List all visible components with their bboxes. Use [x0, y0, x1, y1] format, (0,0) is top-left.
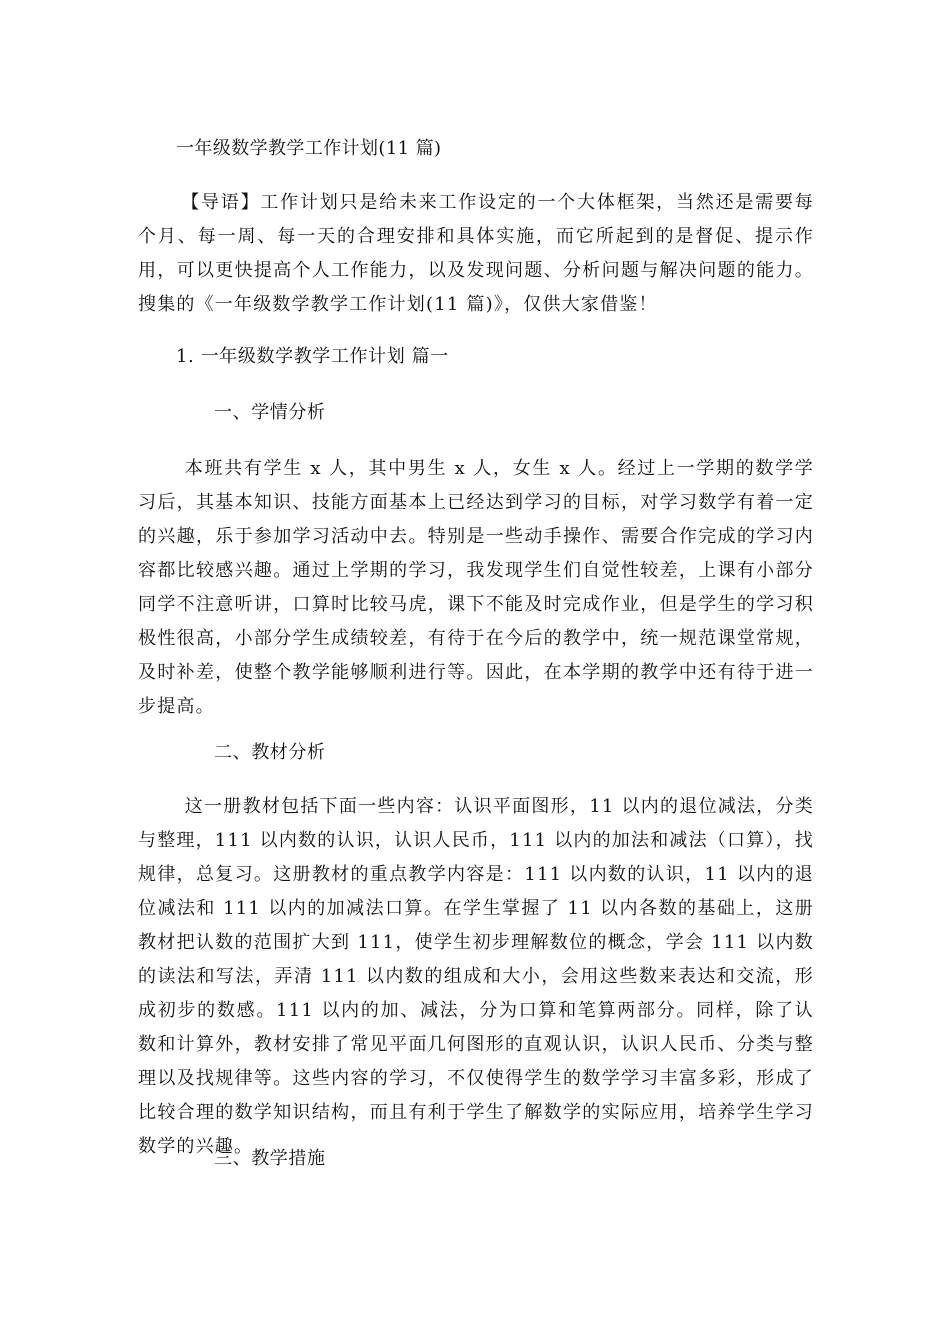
- section-body-student-analysis: 本班共有学生 x 人，其中男生 x 人，女生 x 人。经过上一学期的数学学习后，其基本知识、技能方面基本上已经达到学习的目标，对学习数学有着一定的兴趣，乐于参加学习活动中去。特别是一些动手操作、需要合作完成的学习内容都比较感兴趣。通过上学期的学习，我发现学生们自觉性较差，上课有小部分同学不注意听讲，口算时比较马虎，课下不能及时完成作业，但是学生的学习积极性很高，小部分学生成绩较差，有待于在今后的教学中，统一规范课堂常规，及时补差，使整个教学能够顺利进行等。因此，在本学期的教学中还有待于进一步提高。: [138, 458, 814, 717]
- section-body-textbook-analysis: 这一册教材包括下面一些内容：认识平面图形，11 以内的退位减法，分类与整理，111 以内数的认识，认识人民币，111 以内的加法和减法（口算），找规律，总复习。这册教材的重点教学内容是：111 以内数的认识，11 以内的退位减法和 111 以内的加减法口算。在学生掌握了 11 以内各数的基础上，这册教材把认数的范围扩大到 111，使学生初步理解数位的概念，学会 111 以内数的读法和写法，弄清 111 以内数的组成和大小，会用这些数来表达和交流，形成初步的数感。111 以内的加、减法，分为口算和笔算两部分。同样，除了认数和计算外，教材安排了常见平面几何图形的直观认识，认识人民币、分类与整理以及找规律等。这些内容的学习，不仅使得学生的数学学习丰富多彩，形成了比较合理的数学知识结构，而且有利于学生了解数学的实际应用，培养学生学习数学的兴趣。: [138, 796, 814, 1157]
- document-title: 一年级数学教学工作计划(11 篇): [176, 138, 442, 159]
- section-heading-textbook-analysis: 二、教材分析: [214, 742, 326, 763]
- section-heading-teaching-measures: 三、教学措施: [214, 1148, 326, 1169]
- intro-paragraph: 【导语】工作计划只是给未来工作设定的一个大体框架，当然还是需要每个月、每一周、每一天的合理安排和具体实施，而它所起到的是督促、提示作用，可以更快提高个人工作能力，以及发现问题、分析问题与解决问题的能力。搜集的《一年级数学教学工作计划(11 篇)》，仅供大家借鉴！: [138, 192, 814, 315]
- article-heading: 1. 一年级数学教学工作计划 篇一: [176, 346, 449, 367]
- section-heading-student-analysis: 一、学情分析: [214, 402, 326, 423]
